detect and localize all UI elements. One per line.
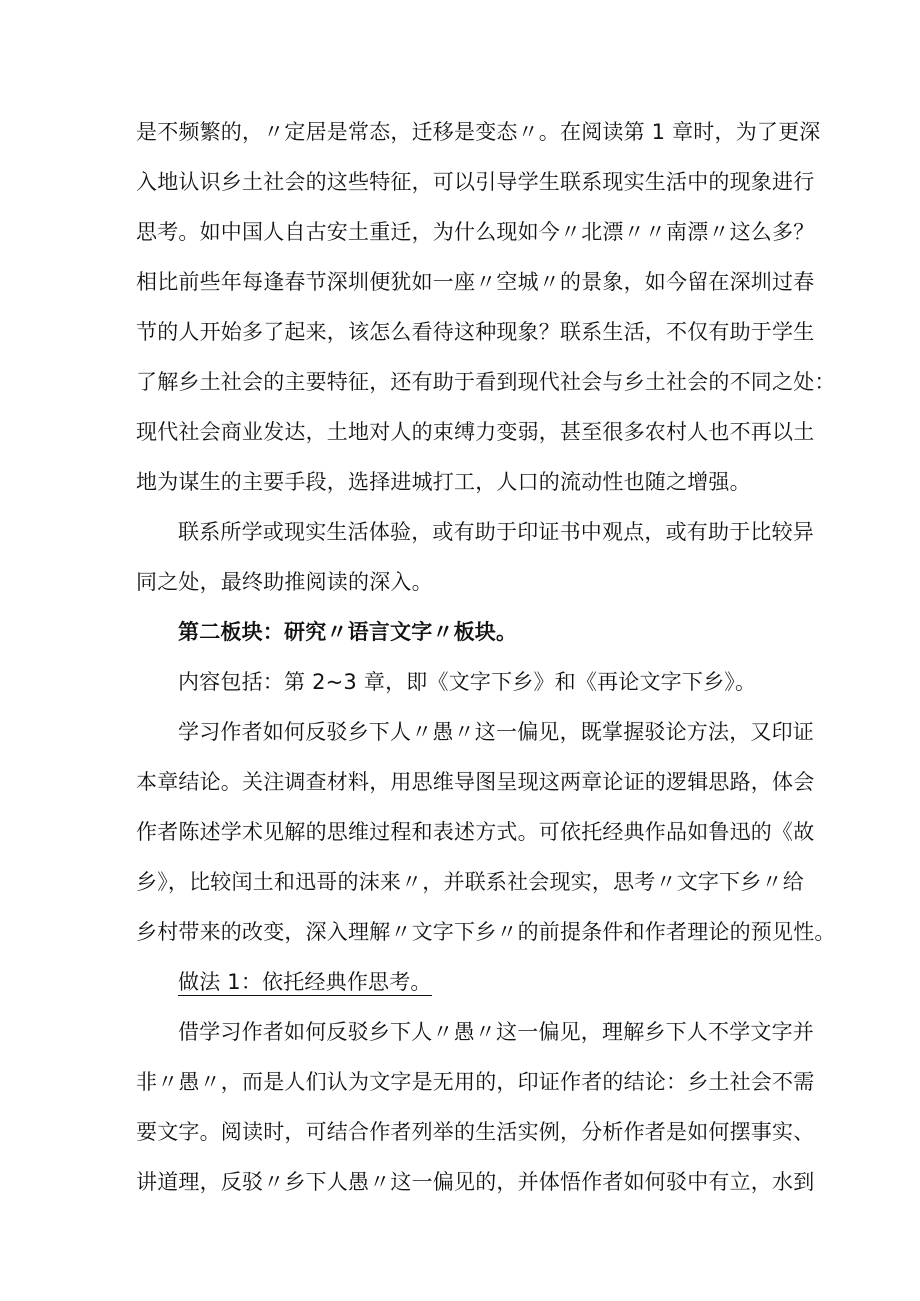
body-text-line: 联系所学或现实生活体验，或有助于印证书中观点，或有助于比较异: [178, 520, 814, 544]
body-text-line: 是不频繁的，〃定居是常态，迁移是变态〃。在阅读第 1 章时，为了更深: [136, 120, 821, 144]
body-text-line: 要文字。阅读时，可结合作者列举的生活实例，分析作者是如何摆事实、: [136, 1120, 815, 1144]
body-text-line: 现代社会商业发达，土地对人的束缚力变弱，甚至很多农村人也不再以土: [136, 420, 815, 444]
body-text-line: 节的人开始多了起来，该怎么看待这种现象？联系生活，不仅有助于学生: [136, 320, 815, 344]
body-text-line: 学习作者如何反驳乡下人〃愚〃这一偏见，既掌握驳论方法，又印证: [178, 720, 814, 744]
method-heading: [178, 968, 432, 996]
method-heading-text: 做法 1：依托经典作思考。: [178, 970, 432, 994]
body-text-line: 相比前些年每逢春节深圳便犹如一座〃空城〃的景象，如今留在深圳过春: [136, 270, 815, 294]
body-text-line: 作者陈述学术见解的思维过程和表述方式。可依托经典作品如鲁迅的《故: [136, 820, 815, 844]
body-text-line: 入地认识乡土社会的这些特征，可以引导学生联系现实生活中的现象进行: [136, 170, 815, 194]
body-text-line: 非〃愚〃，而是人们认为文字是无用的，印证作者的结论：乡土社会不需: [136, 1070, 815, 1094]
body-text-line: 借学习作者如何反驳乡下人〃愚〃这一偏见，理解乡下人不学文字并: [178, 1020, 814, 1044]
body-text-line: 乡村带来的改变，深入理解〃文字下乡〃的前提条件和作者理论的预见性。: [136, 920, 836, 944]
body-text-line: 地为谋生的主要手段，选择进城打工，人口的流动性也随之增强。: [136, 470, 751, 494]
content-scope-line: 内容包括：第 2~3 章，即《文字下乡》和《再论文字下乡》。: [178, 670, 757, 694]
body-text-line: 讲道理，反驳〃乡下人愚〃这一偏见的，并体悟作者如何驳中有立，水到: [136, 1170, 815, 1194]
body-text-line: 同之处，最终助推阅读的深入。: [136, 570, 433, 594]
body-text-line: 乡》，比较闰土和迅哥的沫来〃，并联系社会现实，思考〃文字下乡〃给: [136, 870, 804, 894]
body-text-line: 了解乡土社会的主要特征，还有助于看到现代社会与乡土社会的不同之处：: [136, 370, 836, 394]
body-text-line: 思考。如中国人自古安土重迁，为什么现如今〃北漂〃〃南漂〃这么多？: [136, 220, 815, 244]
section-heading: 第二板块：研究〃语言文字〃板块。: [178, 620, 518, 644]
body-text-line: 本章结论。关注调查材料，用思维导图呈现这两章论证的逻辑思路，体会: [136, 770, 815, 794]
